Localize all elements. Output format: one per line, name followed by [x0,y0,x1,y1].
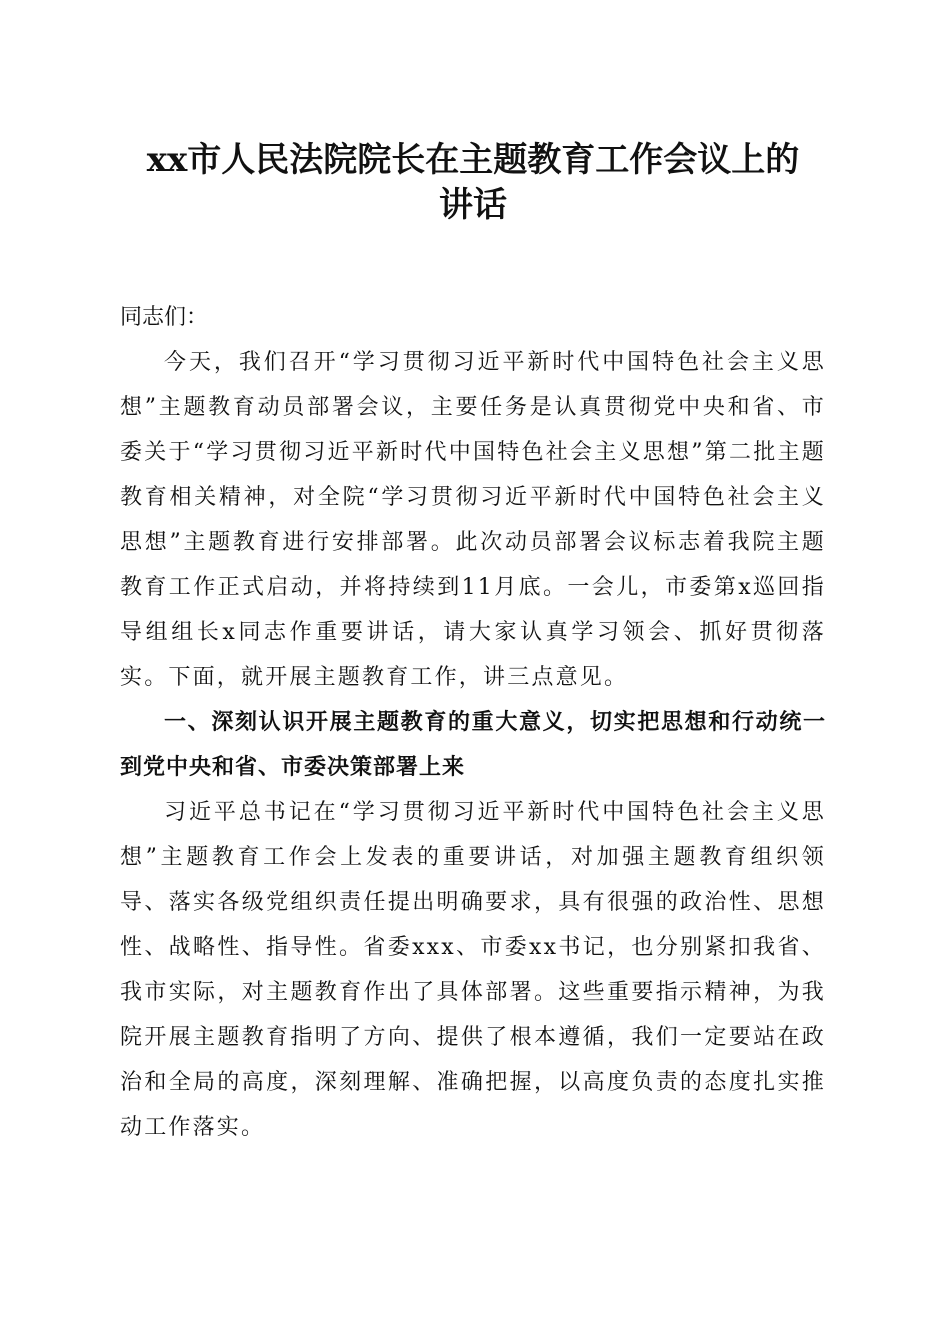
paragraph-section-1: 习近平总书记在“学习贯彻习近平新时代中国特色社会主义思想”主题教育工作会上发表的重要讲话，对加强主题教育组织领导、落实各级党组织责任提出明确要求，具有很强的政治性、思想性、战略性、指导性。省委xxx、市委xx书记，也分别紧扣我省、我市实际，对主题教育作出了具体部署。这些重要指示精神，为我院开展主题教育指明了方向、提供了根本遵循，我们一定要站在政治和全局的高度，深刻理解、准确把握，以高度负责的态度扎实推动工作落实。 [120,800,826,1140]
document-page [120,138,826,1150]
document-title [120,138,826,228]
section-heading-1: 一、深刻认识开展主题教育的重大意义，切实把思想和行动统一到党中央和省、市委决策部署上来 [120,710,826,780]
paragraph-opening: 今天，我们召开“学习贯彻习近平新时代中国特色社会主义思想”主题教育动员部署会议，主要任务是认真贯彻党中央和省、市委关于“学习贯彻习近平新时代中国特色社会主义思想”第二批主题教育相关精神，对全院“学习贯彻习近平新时代中国特色社会主义思想”主题教育进行安排部署。此次动员部署会议标志着我院主题教育工作正式启动，并将持续到11月底。一会儿，市委第x巡回指导组组长x同志作重要讲话，请大家认真学习领会、抓好贯彻落实。下面，就开展主题教育工作，讲三点意见。 [120,350,826,690]
title-line-1: xx市人民法院院长在主题教育工作会议上的 [146,140,800,180]
salutation: 同志们： [120,305,209,330]
title-line-2: 讲话 [439,185,507,225]
